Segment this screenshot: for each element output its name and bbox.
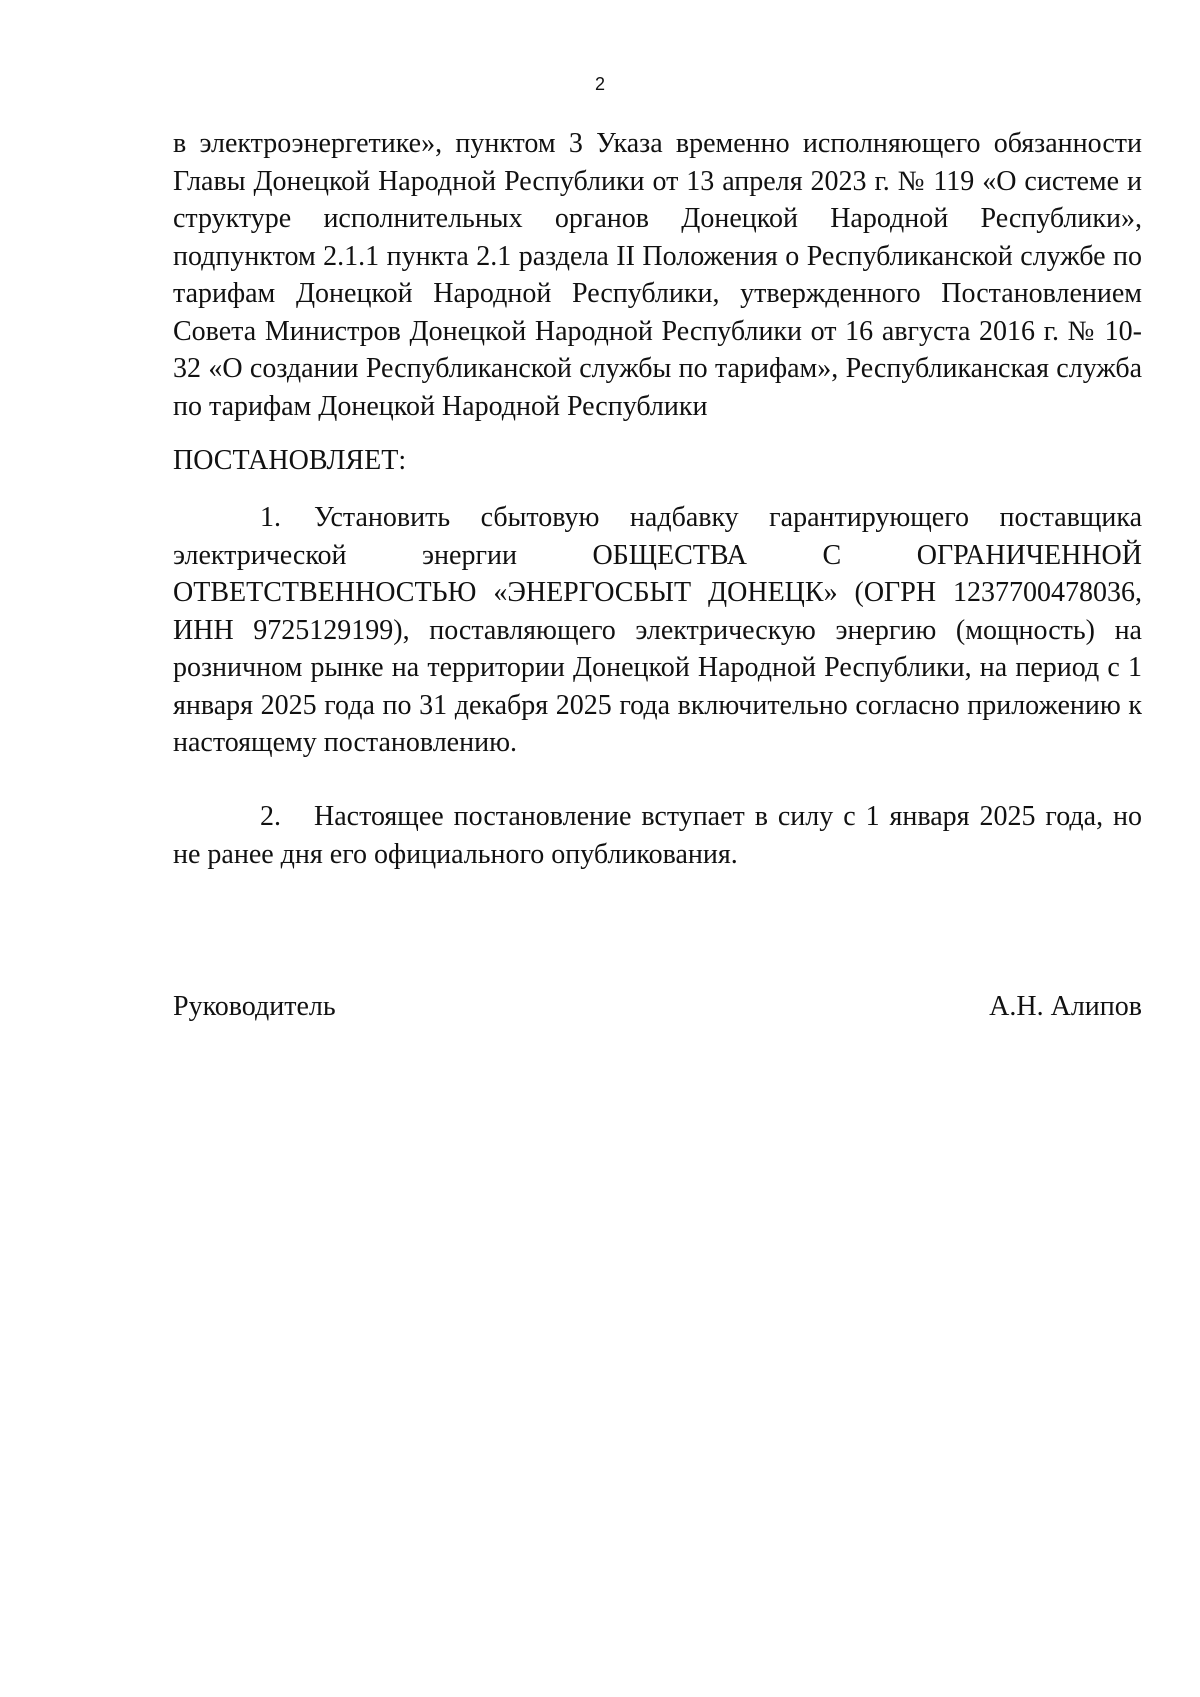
decree-heading: ПОСТАНОВЛЯЕТ:: [173, 445, 407, 476]
item-text: Настоящее постановление вступает в силу с 1 января 2025 года, но не ранее дня его официального опубликования.: [173, 801, 1142, 870]
signatory-position: Руководитель: [173, 991, 336, 1022]
decree-item-2: [173, 798, 1142, 873]
item-text: Установить сбытовую надбавку гарантирующего поставщика электрической энергии ОБЩЕСТВА С ОГРАНИЧЕННОЙ ОТВЕТСТВЕННОСТЬЮ «ЭНЕРГОСБЫТ ДОНЕЦК» (ОГРН 1237700478036, ИНН 9725129199), поставляющего электрическую энергию (мощность) на розничном рынке на территории Донецкой Народной Республики, на период с 1 января 2025 года по 31 декабря 2025 года включительно согласно приложению к настоящему постановлению.: [173, 502, 1142, 758]
decree-item-1: [173, 499, 1142, 762]
page-number: 2: [594, 74, 605, 94]
intro-paragraph: в электроэнергетике», пунктом 3 Указа временно исполняющего обязанности Главы Донецкой Народной Республики от 13 апреля 2023 г. № 119 «О системе и структуре исполнительных органов Донецкой Народной Республики», подпунктом 2.1.1 пункта 2.1 раздела II Положения о Республиканской службе по тарифам Донецкой Народной Республики, утвержденного Постановлением Совета Министров Донецкой Народной Республики от 16 августа 2016 г. № 10-32 «О создании Республиканской службы по тарифам», Республиканская служба по тарифам Донецкой Народной Республики: [173, 128, 1142, 422]
signatory-name: А.Н. Алипов: [989, 991, 1142, 1022]
signature-block: [173, 988, 1142, 1026]
item-number: 1.: [260, 502, 281, 533]
item-number: 2.: [260, 801, 281, 832]
